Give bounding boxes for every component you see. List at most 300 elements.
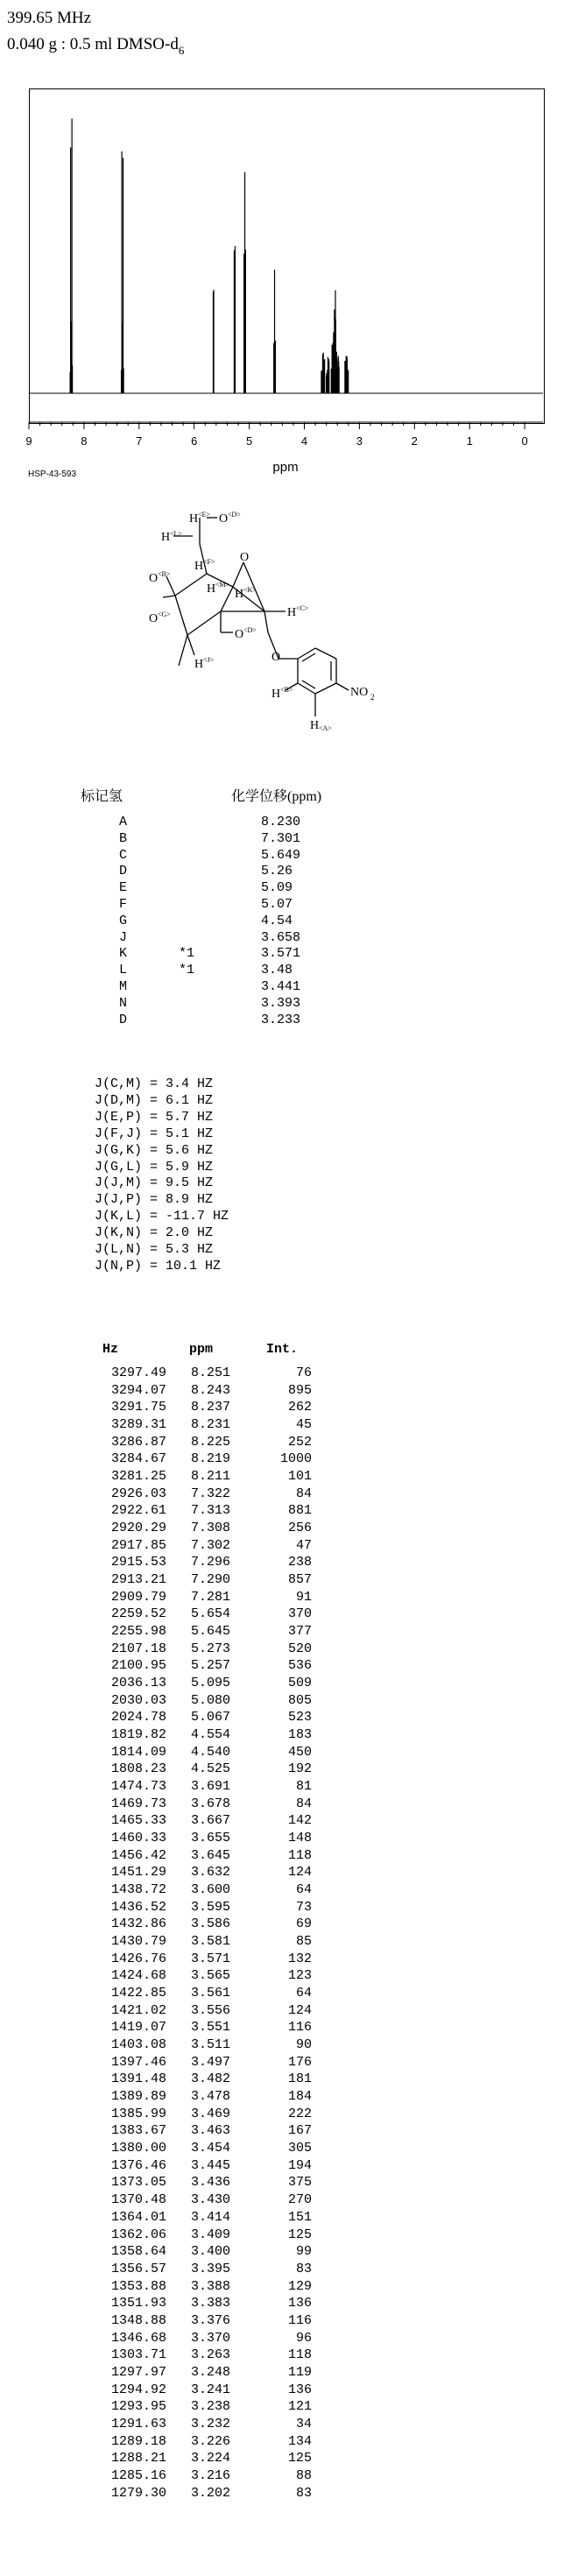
peak-hz: 1383.67	[110, 2123, 166, 2139]
shift-value: 5.09	[261, 880, 293, 896]
peak-row	[0, 1830, 571, 1847]
peak-row	[0, 2364, 571, 2382]
shift-value: 3.393	[261, 995, 301, 1011]
peak-ppm: 3.463	[190, 2123, 230, 2139]
shift-table-row	[0, 848, 571, 864]
shift-table-row	[0, 880, 571, 896]
peak-row	[0, 1916, 571, 1933]
peak-row	[0, 1675, 571, 1692]
peak-int: 84	[295, 1796, 312, 1811]
peak-ppm: 3.202	[190, 2485, 230, 2501]
peak-ppm: 3.482	[190, 2071, 230, 2087]
peak-hz: 3294.07	[110, 1382, 166, 1398]
peak-row	[0, 2347, 571, 2364]
peak-hz: 2915.53	[110, 1555, 166, 1570]
peak-hz: 1474.73	[110, 1779, 166, 1795]
peak-hz: 2909.79	[110, 1589, 166, 1605]
peak-ppm: 3.395	[190, 2261, 230, 2276]
peak-row	[0, 1796, 571, 1813]
peak-hz: 2100.95	[110, 1658, 166, 1674]
peak-int: 76	[295, 1366, 312, 1380]
peak-ppm: 7.308	[190, 1521, 230, 1536]
peak-ppm: 3.248	[190, 2364, 230, 2380]
shift-label: F	[119, 897, 128, 912]
peak-ppm: 3.226	[190, 2433, 230, 2449]
shift-table-header-shift: 化学位移(ppm)	[231, 789, 322, 804]
peak-hz: 3297.49	[110, 1366, 166, 1380]
peak-ppm: 7.313	[190, 1503, 230, 1519]
peak-ppm: 5.273	[190, 1641, 230, 1656]
shift-value: 3.48	[261, 963, 293, 978]
structure-bonds	[163, 518, 349, 716]
coupling-line: J(K,L) = -11.7 HZ	[95, 1209, 229, 1224]
x-tick-label: 8	[81, 434, 88, 448]
coupling-line: J(N,P) = 10.1 HZ	[95, 1258, 222, 1274]
peak-hz: 1293.95	[110, 2399, 166, 2415]
peak-int: 222	[287, 2106, 312, 2121]
peak-hz: 1297.97	[110, 2364, 166, 2380]
x-tick-label: 7	[136, 434, 143, 448]
peak-row	[0, 2312, 571, 2330]
peak-hz: 1432.86	[110, 1916, 166, 1932]
peak-hz: 1380.00	[110, 2141, 166, 2156]
atom-label: O	[149, 612, 159, 625]
atom-label: O	[240, 551, 250, 564]
peak-row	[0, 1382, 571, 1400]
coupling-line: J(L,N) = 5.3 HZ	[95, 1242, 214, 1258]
peak-hz: 1430.79	[110, 1934, 166, 1950]
peak-row	[0, 2002, 571, 2020]
atom-label: <D>	[243, 626, 257, 634]
atom-label: H	[310, 719, 320, 732]
peak-int: 134	[287, 2433, 312, 2449]
coupling-line: J(G,K) = 5.6 HZ	[95, 1142, 214, 1158]
peak-row	[0, 1847, 571, 1865]
peak-row	[0, 2140, 571, 2157]
peak-int: 136	[287, 2382, 312, 2397]
peak-hz: 1279.30	[110, 2485, 166, 2501]
shift-table-row	[0, 864, 571, 879]
shift-note: *1	[179, 963, 195, 978]
peak-hz: 1353.88	[110, 2278, 166, 2294]
shift-value: 8.230	[261, 815, 301, 829]
peak-int: 125	[287, 2227, 312, 2242]
peak-ppm: 8.231	[190, 1417, 230, 1432]
peak-ppm: 7.302	[190, 1537, 230, 1553]
peak-hz: 1438.72	[110, 1882, 166, 1898]
peak-int: 1000	[279, 1451, 312, 1467]
peak-ppm: 3.224	[190, 2451, 230, 2467]
peak-ppm: 3.556	[190, 2002, 230, 2018]
x-tick-label: 0	[521, 434, 528, 448]
shift-value: 5.26	[261, 864, 293, 879]
shift-table-row	[0, 946, 571, 962]
peak-hz: 1348.88	[110, 2312, 166, 2328]
peak-hz: 1358.64	[110, 2244, 166, 2260]
shift-table-row	[0, 914, 571, 929]
peak-int: 305	[287, 2141, 312, 2156]
peak-row	[0, 1933, 571, 1951]
peak-int: 183	[287, 1727, 312, 1743]
peak-row	[0, 2174, 571, 2191]
peak-ppm: 3.655	[190, 1831, 230, 1846]
shift-label: N	[119, 995, 128, 1011]
shift-label: L	[119, 963, 128, 978]
shift-table-row	[0, 979, 571, 995]
atom-label: O	[235, 628, 244, 641]
peak-int: 116	[287, 2020, 312, 2036]
peak-int: 83	[295, 2261, 312, 2276]
peak-row	[0, 1709, 571, 1726]
peak-hz: 2255.98	[110, 1624, 166, 1640]
peak-ppm: 3.511	[190, 2037, 230, 2053]
peak-ppm: 3.561	[190, 1986, 230, 2001]
peak-ppm: 8.237	[190, 1400, 230, 1415]
atom-label: <B>	[158, 570, 171, 578]
atom-label: <G>	[158, 610, 171, 618]
atom-label: H	[287, 606, 297, 619]
peak-hz: 1436.52	[110, 1899, 166, 1915]
atom-label: <C>	[296, 604, 309, 612]
shift-label: D	[119, 864, 128, 879]
x-tick-label: 4	[300, 434, 308, 448]
peak-hz: 3284.67	[110, 1451, 166, 1467]
peak-hz: 1403.08	[110, 2037, 166, 2053]
peak-int: 119	[287, 2364, 312, 2380]
peak-hz: 1285.16	[110, 2467, 166, 2483]
peak-ppm: 3.497	[190, 2054, 230, 2070]
peak-row	[0, 1520, 571, 1537]
peak-row	[0, 1450, 571, 1468]
spectrum-code: HSP-43-593	[28, 469, 77, 479]
atom-label: <F>	[203, 558, 215, 566]
atom-label: H	[189, 512, 199, 526]
peak-row	[0, 1571, 571, 1589]
peak-ppm: 4.525	[190, 1761, 230, 1777]
peak-int: 124	[287, 1865, 312, 1881]
peak-int: 132	[287, 1951, 312, 1966]
peak-int: 192	[287, 1761, 312, 1777]
peak-hz: 1426.76	[110, 1951, 166, 1966]
peak-int: 85	[295, 1934, 312, 1950]
coupling-line: J(K,N) = 2.0 HZ	[95, 1225, 214, 1241]
peak-int: 136	[287, 2296, 312, 2311]
peak-ppm: 8.219	[190, 1451, 230, 1467]
peak-int: 73	[295, 1899, 312, 1915]
peak-ppm: 5.095	[190, 1676, 230, 1691]
peak-hz: 1370.48	[110, 2192, 166, 2208]
sample-subscript: 6	[178, 44, 185, 57]
peak-hz: 2913.21	[110, 1572, 166, 1588]
shift-value: 5.649	[261, 847, 301, 863]
atom-label: O	[149, 572, 159, 585]
coupling-line: J(D,M) = 6.1 HZ	[95, 1092, 214, 1108]
peak-hz: 1291.63	[110, 2416, 166, 2431]
peak-int: 64	[295, 1882, 312, 1898]
peak-int: 90	[295, 2037, 312, 2053]
atom-label: 2	[370, 693, 375, 702]
shift-label: M	[119, 979, 128, 994]
peak-row	[0, 2450, 571, 2467]
peak-hz: 3291.75	[110, 1400, 166, 1415]
atom-label: O	[271, 651, 281, 664]
peak-row	[0, 1416, 571, 1434]
peak-hz: 1460.33	[110, 1831, 166, 1846]
peak-int: 520	[287, 1641, 312, 1656]
peak-ppm: 5.645	[190, 1624, 230, 1640]
peak-row	[0, 2191, 571, 2209]
peak-ppm: 3.238	[190, 2399, 230, 2415]
peak-int: 377	[287, 1624, 312, 1640]
shift-value: 7.301	[261, 830, 301, 846]
peak-header-hz: Hz	[102, 1342, 119, 1357]
peak-hz: 1422.85	[110, 1986, 166, 2001]
peak-row	[0, 2071, 571, 2088]
peak-int: 116	[287, 2312, 312, 2328]
peak-ppm: 3.370	[190, 2330, 230, 2346]
peak-int: 238	[287, 1555, 312, 1570]
peak-header-int: Int.	[266, 1342, 299, 1357]
peak-int: 125	[287, 2451, 312, 2467]
x-axis	[25, 422, 554, 457]
peak-ppm: 3.436	[190, 2175, 230, 2191]
peak-row	[0, 1399, 571, 1416]
peak-row	[0, 1486, 571, 1503]
peak-row	[0, 1864, 571, 1881]
x-tick-label: 9	[25, 434, 32, 448]
peak-row	[0, 2106, 571, 2123]
shift-label: K	[119, 946, 128, 962]
peak-ppm: 3.581	[190, 1934, 230, 1950]
peak-ppm: 5.080	[190, 1692, 230, 1708]
shift-table-header-label: 标记氢	[81, 789, 123, 804]
shift-value: 3.658	[261, 929, 301, 945]
peak-row	[0, 2209, 571, 2227]
peak-hz: 3281.25	[110, 1469, 166, 1485]
peak-hz: 1808.23	[110, 1761, 166, 1777]
peak-int: 45	[295, 1417, 312, 1432]
atom-label: <E>	[198, 511, 210, 519]
peak-hz: 1819.82	[110, 1727, 166, 1743]
sample-main: 0.040 g : 0.5 ml DMSO-d	[7, 35, 179, 53]
peak-int: 142	[287, 1813, 312, 1829]
peak-row	[0, 1692, 571, 1710]
atom-label: <A>	[319, 724, 332, 732]
shift-value: 4.54	[261, 913, 293, 928]
peak-row	[0, 2278, 571, 2296]
peak-ppm: 3.430	[190, 2192, 230, 2208]
peak-row	[0, 1899, 571, 1916]
nmr-spectrum-plot	[29, 88, 543, 422]
shift-label: E	[119, 880, 128, 896]
peak-ppm: 3.667	[190, 1813, 230, 1829]
peak-hz: 1451.29	[110, 1865, 166, 1881]
peak-hz: 1385.99	[110, 2106, 166, 2121]
peak-row	[0, 2088, 571, 2106]
peak-int: 118	[287, 1847, 312, 1863]
peak-int: 84	[295, 1486, 312, 1501]
peak-hz: 2024.78	[110, 1710, 166, 1726]
coupling-line: J(F,J) = 5.1 HZ	[95, 1126, 214, 1141]
peak-hz: 1419.07	[110, 2020, 166, 2036]
peak-ppm: 4.540	[190, 1744, 230, 1760]
peak-hz: 1424.68	[110, 1968, 166, 1984]
peak-row	[0, 1985, 571, 2002]
peak-ppm: 3.478	[190, 2089, 230, 2105]
peak-row	[0, 2227, 571, 2244]
peak-ppm: 4.554	[190, 1727, 230, 1743]
peak-ppm: 5.067	[190, 1710, 230, 1726]
peak-hz: 2036.13	[110, 1676, 166, 1691]
peak-ppm: 7.281	[190, 1589, 230, 1605]
x-tick-label: 5	[245, 434, 253, 448]
atom-label: H	[161, 531, 171, 544]
peak-hz: 1303.71	[110, 2347, 166, 2363]
peak-int: 450	[287, 1744, 312, 1760]
peak-ppm: 3.454	[190, 2141, 230, 2156]
peak-int: 151	[287, 2209, 312, 2225]
peak-ppm: 8.225	[190, 1434, 230, 1450]
x-tick-label: 1	[466, 434, 473, 448]
peak-hz: 3289.31	[110, 1417, 166, 1432]
peak-int: 194	[287, 2157, 312, 2173]
peak-ppm: 3.263	[190, 2347, 230, 2363]
peak-int: 509	[287, 1676, 312, 1691]
peak-int: 69	[295, 1916, 312, 1932]
peak-ppm: 8.251	[190, 1366, 230, 1380]
peak-hz: 1465.33	[110, 1813, 166, 1829]
molecular-structure-diagram	[149, 499, 412, 775]
peak-hz: 2926.03	[110, 1486, 166, 1501]
peak-ppm: 3.571	[190, 1951, 230, 1966]
peak-row	[0, 2330, 571, 2347]
peak-ppm: 3.645	[190, 1847, 230, 1863]
peak-hz: 1376.46	[110, 2157, 166, 2173]
coupling-line: J(G,L) = 5.9 HZ	[95, 1159, 214, 1175]
peak-row	[0, 1726, 571, 1744]
peak-int: 47	[295, 1537, 312, 1553]
peak-row	[0, 1641, 571, 1658]
peak-hz: 2922.61	[110, 1503, 166, 1519]
atom-label: <D>	[228, 511, 241, 519]
peak-ppm: 3.241	[190, 2382, 230, 2397]
peak-int: 118	[287, 2347, 312, 2363]
peak-int: 123	[287, 1968, 312, 1984]
atom-label: H	[207, 582, 216, 596]
peak-row	[0, 1554, 571, 1571]
peak-int: 64	[295, 1986, 312, 2001]
peak-row	[0, 2416, 571, 2433]
peak-int: 124	[287, 2002, 312, 2018]
peak-row	[0, 1812, 571, 1830]
peak-row	[0, 1951, 571, 1968]
peak-hz: 1356.57	[110, 2261, 166, 2276]
shift-label: B	[119, 830, 128, 846]
peak-int: 99	[295, 2244, 312, 2260]
shift-table-row	[0, 831, 571, 847]
peak-row	[0, 2243, 571, 2261]
peak-int: 83	[295, 2485, 312, 2501]
peak-row	[0, 1606, 571, 1623]
atom-label: <B>	[280, 686, 293, 694]
peak-ppm: 3.678	[190, 1796, 230, 1811]
peak-ppm: 3.595	[190, 1899, 230, 1915]
shift-value: 5.07	[261, 897, 293, 912]
shift-value: 3.441	[261, 979, 301, 994]
sample-label	[7, 32, 184, 64]
peak-int: 370	[287, 1606, 312, 1622]
peak-ppm: 3.216	[190, 2467, 230, 2483]
peak-int: 536	[287, 1658, 312, 1674]
peak-hz: 2917.85	[110, 1537, 166, 1553]
peak-row	[0, 2467, 571, 2485]
peak-row	[0, 2122, 571, 2140]
shift-label: G	[119, 913, 128, 928]
peak-int: 857	[287, 1572, 312, 1588]
x-tick-label: 6	[191, 434, 198, 448]
peak-int: 148	[287, 1831, 312, 1846]
frequency-label: 399.65 MHz	[7, 9, 92, 27]
peak-hz: 2920.29	[110, 1521, 166, 1536]
atom-label: NO	[350, 686, 369, 699]
peak-row	[0, 2433, 571, 2451]
peak-ppm: 5.257	[190, 1658, 230, 1674]
peak-row	[0, 2398, 571, 2416]
peak-int: 88	[295, 2467, 312, 2483]
peak-ppm: 3.691	[190, 1779, 230, 1795]
peak-ppm: 7.290	[190, 1572, 230, 1588]
shift-table-row	[0, 1013, 571, 1028]
peak-ppm: 3.469	[190, 2106, 230, 2121]
peak-hz: 1373.05	[110, 2175, 166, 2191]
peak-int: 881	[287, 1503, 312, 1519]
peak-row	[0, 1657, 571, 1675]
peak-row	[0, 1468, 571, 1486]
peak-int: 805	[287, 1692, 312, 1708]
peak-hz: 1362.06	[110, 2227, 166, 2242]
shift-value: 3.233	[261, 1012, 301, 1027]
peak-hz: 1391.48	[110, 2071, 166, 2087]
peak-hz: 1351.93	[110, 2296, 166, 2311]
peak-row	[0, 1778, 571, 1796]
peak-hz: 1346.68	[110, 2330, 166, 2346]
peak-row	[0, 2295, 571, 2312]
peak-hz: 1364.01	[110, 2209, 166, 2225]
shift-label: J	[119, 929, 128, 945]
peak-row	[0, 1744, 571, 1761]
peak-row	[0, 1502, 571, 1520]
peak-int: 167	[287, 2123, 312, 2139]
peak-ppm: 3.632	[190, 1865, 230, 1881]
peak-ppm: 8.243	[190, 1382, 230, 1398]
coupling-line: J(J,M) = 9.5 HZ	[95, 1175, 214, 1191]
peak-ppm: 3.600	[190, 1882, 230, 1898]
peak-ppm: 3.376	[190, 2312, 230, 2328]
peak-ppm: 8.211	[190, 1469, 230, 1485]
peak-row	[0, 2036, 571, 2054]
coupling-constants	[95, 1076, 229, 1275]
peak-hz: 1421.02	[110, 2002, 166, 2018]
atom-label: H	[194, 560, 204, 573]
atom-label: <M>	[215, 581, 230, 589]
peak-row	[0, 2019, 571, 2036]
peak-row	[0, 2382, 571, 2399]
peak-row	[0, 2054, 571, 2071]
peak-hz: 1469.73	[110, 1796, 166, 1811]
peak-int: 270	[287, 2192, 312, 2208]
atom-label: O	[219, 512, 229, 526]
peak-int: 96	[295, 2330, 312, 2346]
